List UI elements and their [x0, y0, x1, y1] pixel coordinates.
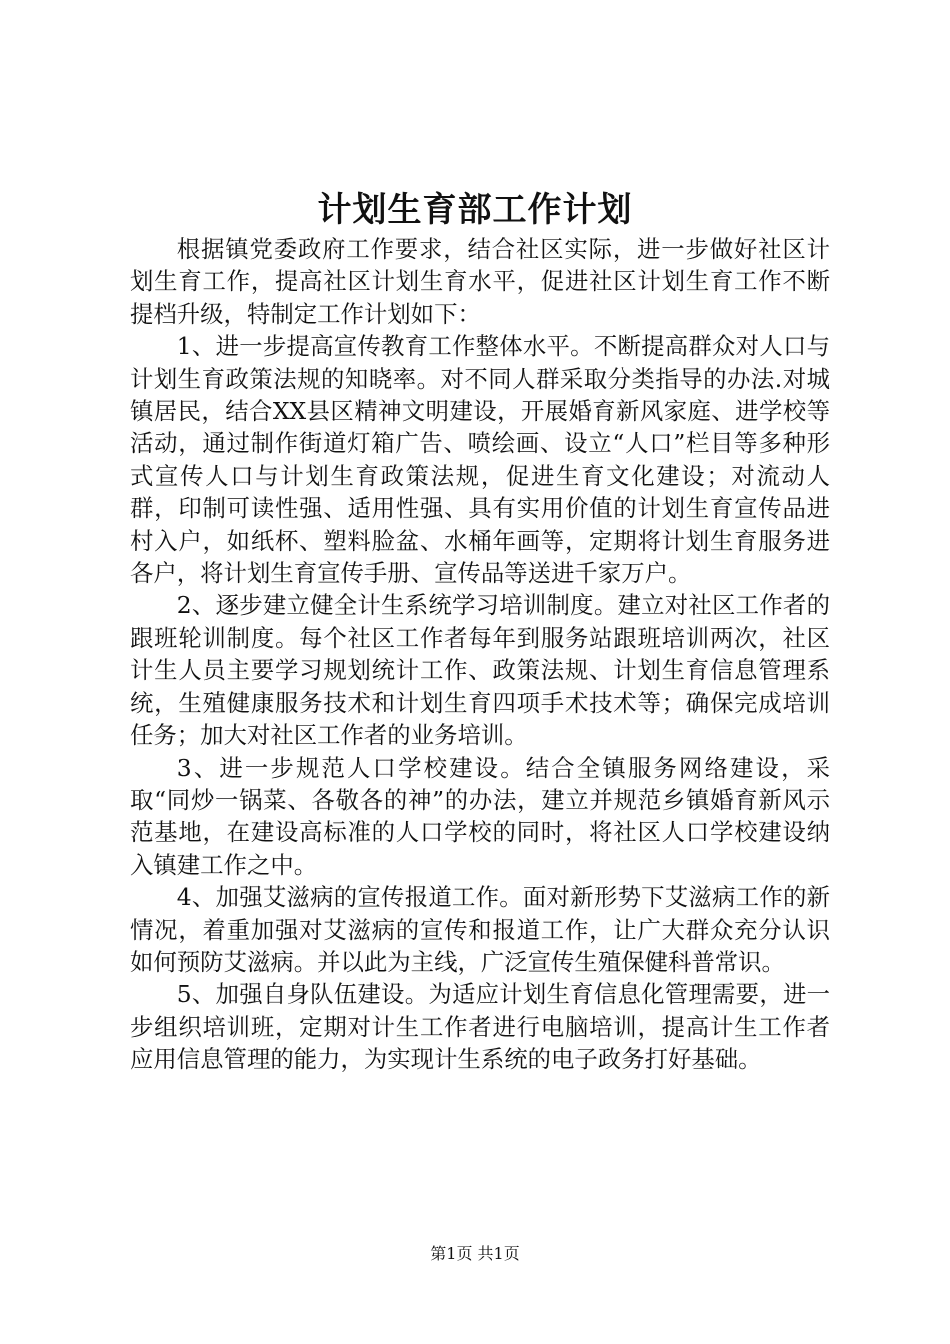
paragraph-intro: 根据镇党委政府工作要求，结合社区实际，进一步做好社区计划生育工作，提高社区计划生育水平，促进社区计划生育工作不断提档升级，特制定工作计划如下： — [130, 235, 830, 328]
paragraph-item-1: 1、进一步提高宣传教育工作整体水平。不断提高群众对人口与计划生育政策法规的知晓率。对不同人群采取分类指导的办法.对城镇居民，结合XX县区精神文明建设，开展婚育新风家庭、进学校等活动，通过制作街道灯箱广告、喷绘画、设立“人口”栏目等多种形式宣传人口与计划生育政策法规，促进生育文化建设；对流动人群，印制可读性强、适用性强、具有实用价值的计划生育宣传品进村入户，如纸杯、塑料脸盆、水桶年画等，定期将计划生育服务进各户，将计划生育宣传手册、宣传品等送进千家万户。 — [130, 332, 830, 588]
document-title: 计划生育部工作计划 — [317, 190, 633, 230]
paragraph-item-2: 2、逐步建立健全计生系统学习培训制度。建立对社区工作者的跟班轮训制度。每个社区工作者每年到服务站跟班培训两次，社区计生人员主要学习规划统计工作、政策法规、计划生育信息管理系统，生殖健康服务技术和计划生育四项手术技术等；确保完成培训任务；加大对社区工作者的业务培训。 — [130, 591, 830, 750]
paragraph-item-5: 5、加强自身队伍建设。为适应计划生育信息化管理需要，进一步组织培训班，定期对计生工作者进行电脑培训，提高计生工作者应用信息管理的能力，为实现计生系统的电子政务打好基础。 — [130, 980, 830, 1074]
document-body — [130, 233, 830, 1076]
page-footer: 第1页 共1页 — [430, 1244, 520, 1263]
paragraph-item-4: 4、加强艾滋病的宣传报道工作。面对新形势下艾滋病工作的新情况，着重加强对艾滋病的宣传和报道工作，让广大群众充分认识如何预防艾滋病。并以此为主线，广泛宣传生殖保健科普常识。 — [130, 883, 830, 976]
paragraph-item-3: 3、进一步规范人口学校建设。结合全镇服务网络建设，采取“同炒一锅菜、各敬各的神”的办法，建立并规范乡镇婚育新风示范基地，在建设高标准的人口学校的同时，将社区人口学校建设纳入镇建工作之中。 — [130, 753, 830, 879]
